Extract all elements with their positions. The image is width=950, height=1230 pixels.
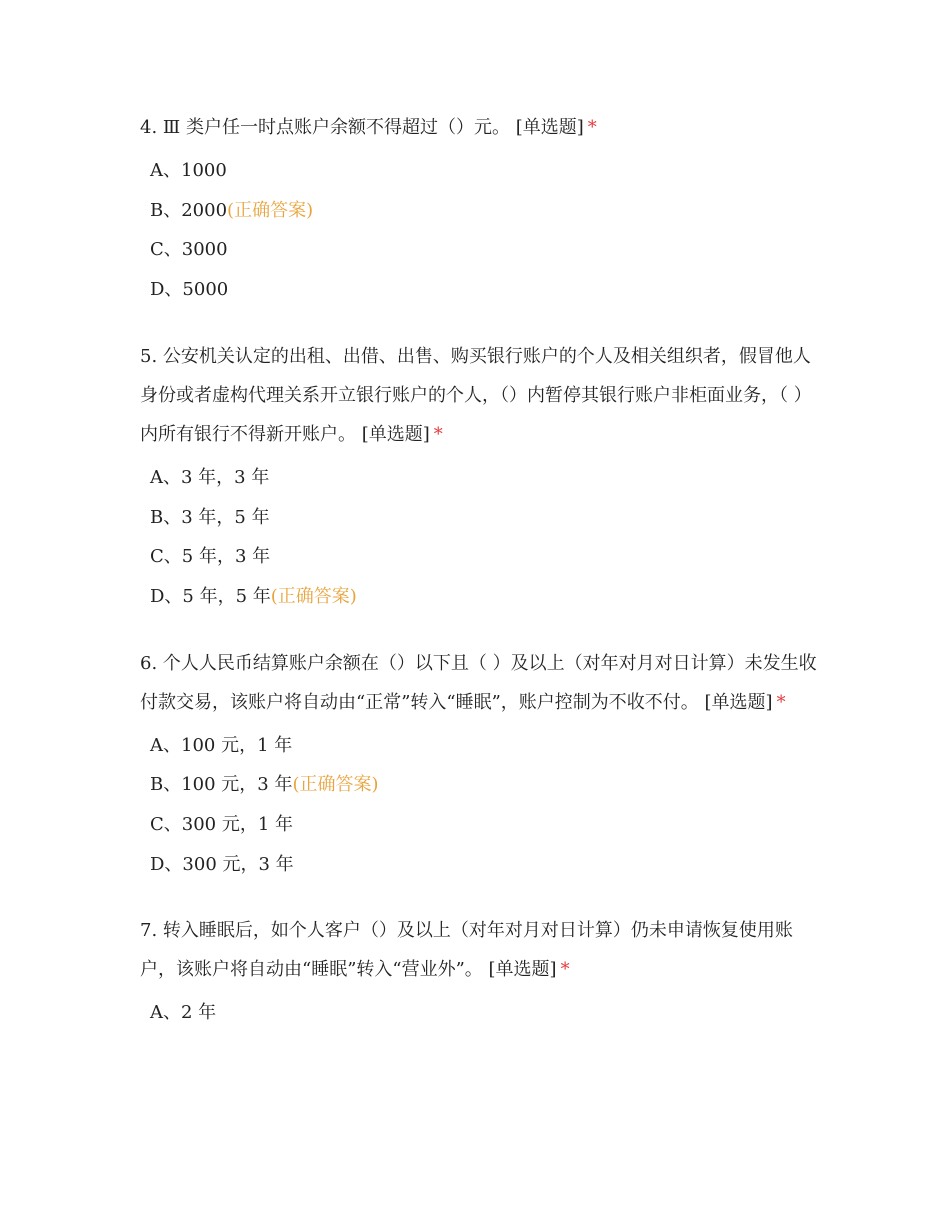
question-text-body: 6. 个人人民币结算账户余额在（）以下且（ ）及以上（对年对月对日计算）未发生收付款交易，该账户将自动由“正常”转入“睡眠”，账户控制为不收不付。 [单选题] — [140, 652, 817, 713]
required-mark: * — [587, 117, 597, 138]
option-label: C、3000 — [150, 239, 228, 261]
option-a — [140, 993, 820, 1033]
option-label: A、3 年，3 年 — [150, 466, 270, 488]
correct-answer-note: (正确答案) — [270, 585, 357, 607]
option-label: A、1000 — [150, 160, 227, 181]
option-c — [140, 230, 820, 270]
option-b — [140, 191, 820, 231]
option-d — [140, 270, 820, 310]
question-text — [140, 644, 820, 722]
question-text — [140, 911, 820, 989]
option-a — [140, 151, 820, 191]
question-text-body: 5. 公安机关认定的出租、出借、出售、购买银行账户的个人及相关组织者，假冒他人身份或者虚构代理关系开立银行账户的个人，（）内暂停其银行账户非柜面业务，（ ）内所有银行不得新开账户。 [单选题] — [140, 345, 812, 445]
option-label: B、100 元，3 年 — [150, 774, 293, 796]
question-text — [140, 337, 820, 454]
option-label: B、2000 — [150, 199, 228, 221]
option-label: D、5 年，5 年 — [150, 585, 271, 607]
question-4 — [140, 108, 820, 310]
option-label: A、2 年 — [150, 1002, 217, 1024]
option-a — [140, 726, 820, 766]
option-b — [140, 765, 820, 805]
required-mark: * — [776, 691, 786, 713]
question-7 — [140, 911, 820, 1033]
option-label: D、5000 — [150, 279, 229, 301]
correct-answer-note: (正确答案) — [227, 199, 314, 221]
option-a — [140, 458, 820, 498]
required-mark: * — [433, 423, 443, 445]
question-5 — [140, 337, 820, 617]
required-mark: * — [560, 959, 570, 981]
option-c — [140, 805, 820, 845]
option-label: C、300 元，1 年 — [150, 814, 294, 836]
questionnaire — [140, 108, 820, 1060]
question-text — [140, 108, 820, 147]
option-label: A、100 元，1 年 — [150, 734, 293, 756]
question-text-body: 7. 转入睡眠后，如个人客户（）及以上（对年对月对日计算）仍未申请恢复使用账户，该账户将自动由“睡眠”转入“营业外”。 [单选题] — [140, 920, 793, 981]
correct-answer-note: (正确答案) — [292, 774, 379, 796]
option-d — [140, 577, 820, 617]
option-d — [140, 845, 820, 885]
option-c — [140, 537, 820, 577]
option-label: D、300 元，3 年 — [150, 853, 294, 875]
question-6 — [140, 644, 820, 885]
option-b — [140, 498, 820, 538]
option-label: B、3 年，5 年 — [150, 506, 270, 528]
question-text-body: 4. Ⅲ 类户任一时点账户余额不得超过（）元。 [单选题] — [140, 117, 584, 138]
option-label: C、5 年，3 年 — [150, 546, 271, 568]
